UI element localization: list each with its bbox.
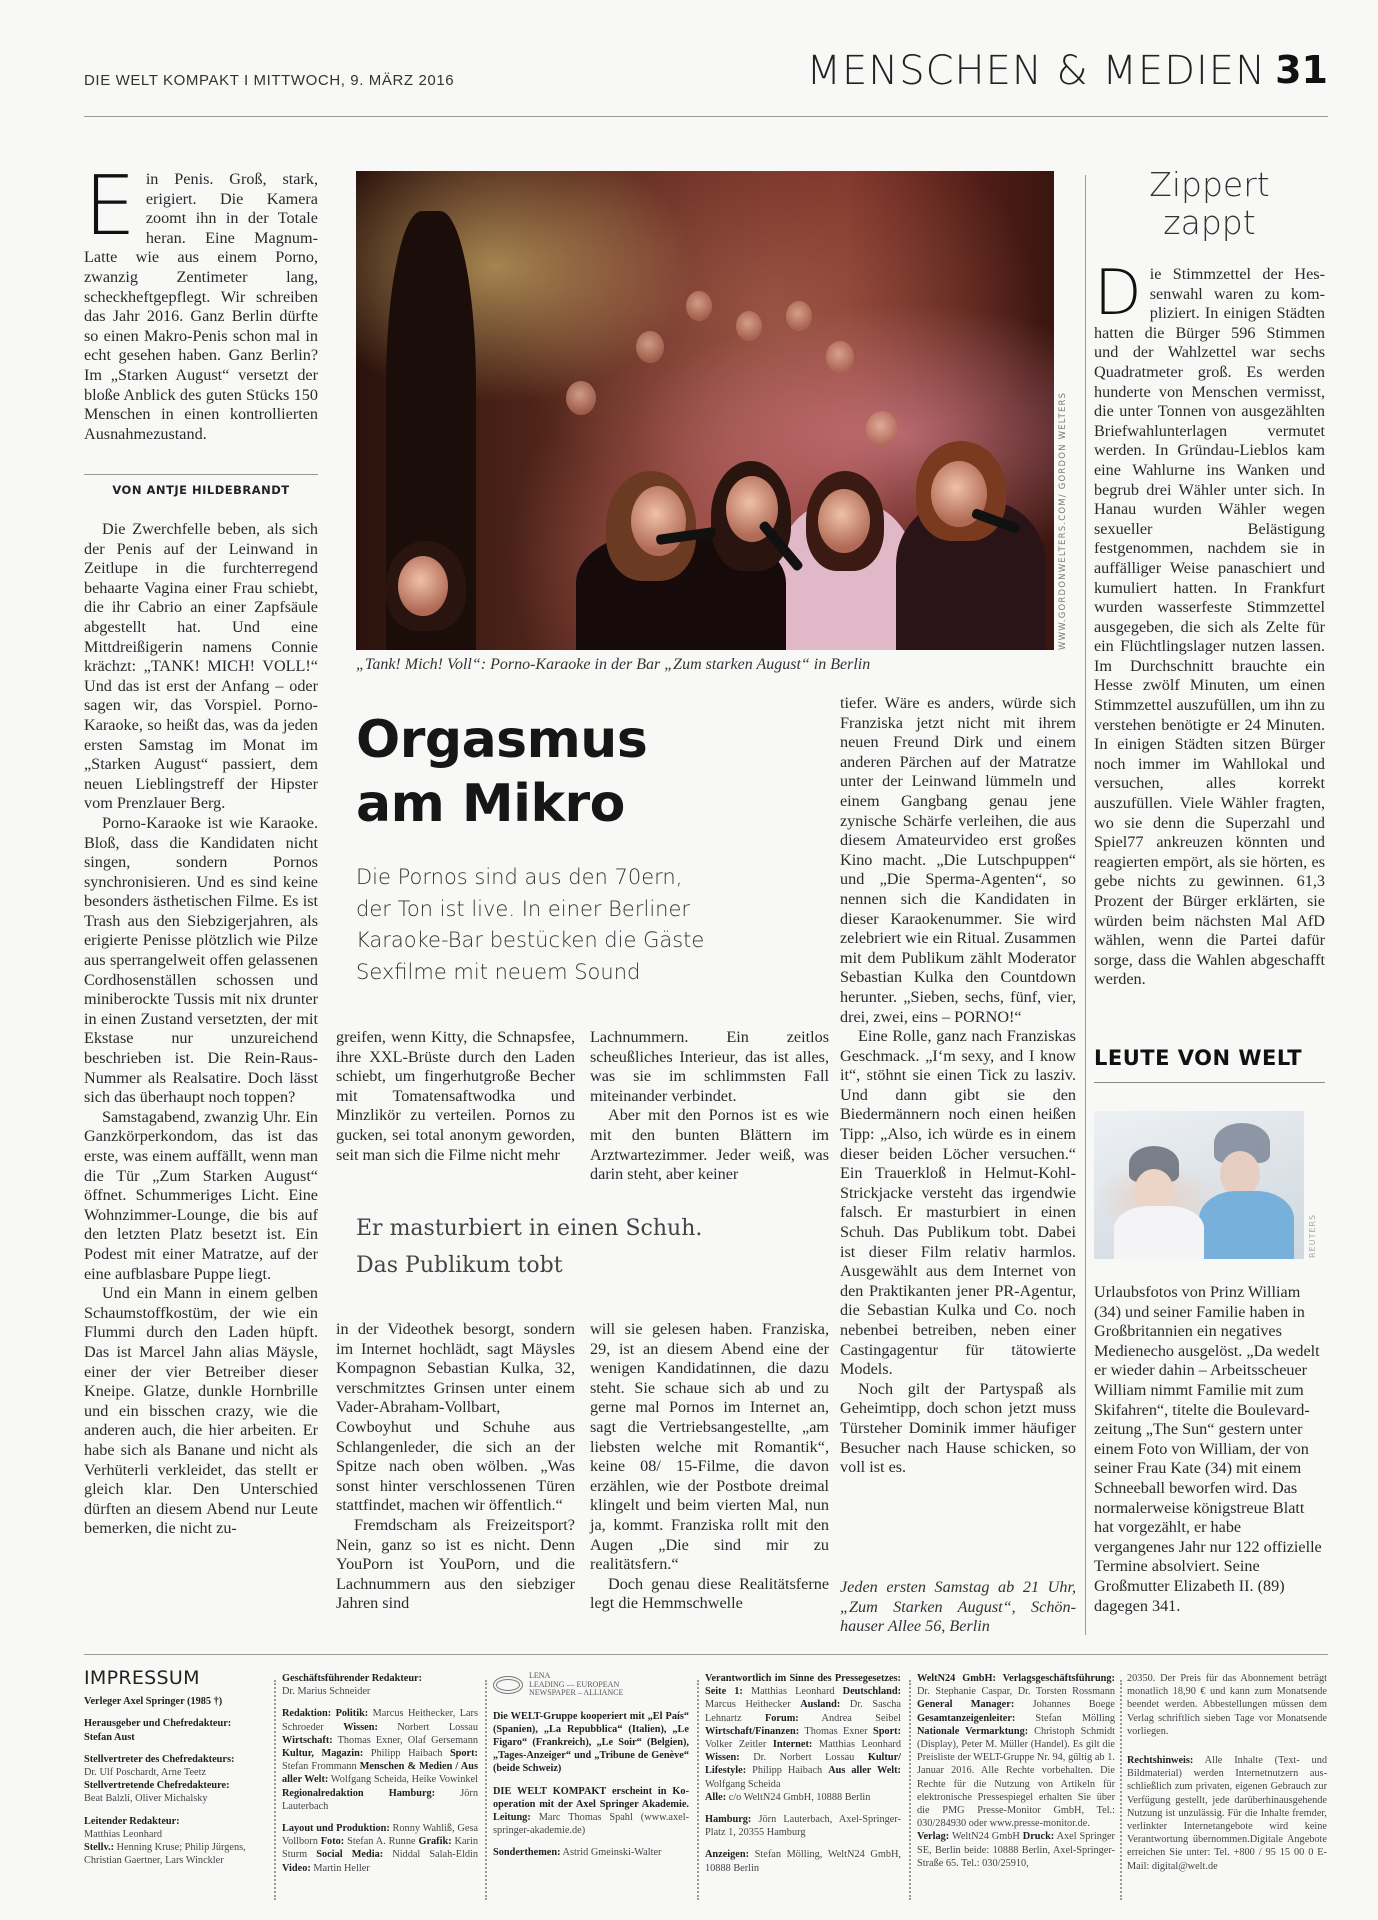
impressum-cooperation: Die WELT-Gruppe kooperiert mit „El País“ (Spanien), „La Repubblica“ (Italien), „Le Figaro“ (Frankreich), „Le Soir“ (Belgien), „Tages-Anzeiger“ und „Tribune de Genève“ (beide Schweiz) [493,1710,689,1775]
impressum-column-1 [84,1667,269,1876]
impressum-price: 20350. Der Preis für das Abonnement beträgt monatlich 18,90 € und kann zum Monatsende beendet werden. Abbestellungen müssen dem Verlag schriftlich sieben Tage vor Monatsende vorliegen. [1127,1673,1327,1737]
pull-quote-line: Das Publikum tobt [356,1253,563,1278]
impressum-anzeigen: Anzeigen: Stefan Mölling, WeltN24 GmbH, 10888 Berlin [705,1849,901,1874]
paragraph: Porno-Karaoke ist wie Karaoke. Bloß, dass die Kandidaten nicht singen, sondern Pornos synchronisieren. Und es sind keine besonders ästhetischen Filme. Es ist Trash aus den Siebzigerjahren, als erigierte Penisse plötzlich wie Pilze aus sperrangelweit offen gelassenen Cordhosenställen schossen und miniberockte Tussis mit nix drunter in einen Zustand versetzten, der mit Ekstase nur unzureichend beschrieben ist. Die Rein-Raus-Nummer als Realsatire. Doch lässt sich das überhaupt noch toppen? [84,813,318,1107]
impressum-kompakt: DIE WELT KOMPAKT erscheint in Kooperation mit der Axel Springer Akademie. Leitung: Marc Thomas Spahl (www.axel-springer-akademie.de) [493,1785,689,1837]
article-column-2-bottom [336,1320,575,1614]
zippert-title-line: Zippert [1149,165,1270,204]
impressum-column-4 [705,1672,901,1884]
article-column-1 [84,520,318,1539]
impressum-verantwortlich: Verantwortlich im Sinne des Pressegesetzes: Seite 1: Matthias Leonhard Deutschland: Marcus Heithecker Ausland: Dr. Sascha Lehnartz Forum: Andrea Seibel Wirtschaft/Finanzen: Thomas Exner Sport: Volker Zeitler Internet: Matthias Leonhard Wissen: Dr. Norbert Lossau Kultur/ Lifestyle: Philipp Haibach Aus aller Welt: Wolfgang Scheida Alle: c/o WeltN24 GmbH, 10888 Berlin [705,1673,901,1803]
paragraph: tiefer. Wäre es anders, würde sich Franziska jetzt nicht mit ihrem neuen Freund Dirk und einem anderen Pärchen auf der Matratze unter der Leinwand lümmeln und einem Gangbang genau jene zynische Schärfe verleihen, die aus diesem Amateurvideo erst großes Kino macht. „Die Lutschpuppen“ und „Die Sperma-Agenten“, so nennen sich die Kandidaten in dieser Karaokenummer. Sie wird zelebriert wie ein Ritual. Zusammen mit dem Publikum zählt Moderator Sebastian Kulka den Countdown herunter. „Sieben, sechs, fünf, vier, drei, zwei, eins – PORNO!“ [840,694,1076,1026]
impressum-divider [485,1680,487,1900]
impressum-divider [697,1680,699,1900]
headline [356,708,816,836]
impressum-verlag: WeltN24 GmbH: Verlagsgeschäftsführung: Dr. Stephanie Caspar, Dr. Torsten Rossmann General Manager: Johannes Boege Gesamtanzeigenleiter: Stefan Mölling Nationale Vermarktung: Christoph Schmidt (Display), Peter M. Müller (Handel). Es gilt die Preisliste der WELT-Gruppe Nr. 94, gültig ab 1. Januar 2016. Alle Rechte vorbehalten. Die Rechte für die Nutzung von Artikeln für elektronische Pressespiegel erhalten Sie über die PMG Presse-Monitor GmbH, Tel.: 030/284930 oder www.presse-monitor.de. Verlag: WeltN24 GmbH Druck: Axel Springer SE, Berlin beide: 10888 Berlin, Axel-Springer-Straße 65. Tel.: 030/25910, [917,1673,1115,1869]
article-intro [84,159,318,444]
intro-text: in Penis. Groß, stark, erigiert. Die Kamera zoomt ihn in der Totale heran. Eine Magnum-Latte wie aus einem Porno, zwanzig Zentimeter lang, scheckheftgepflegt. Wir schreiben das Jahr 2016. Ganz Berlin dürfte so einen Makro-Penis schon mal in echt gesehen haben. Ganz Berlin? Im „Starken August“ versetzt der bloße Anblick des guten Stücks 150 Menschen in einen kontrollierten Ausnahmezustand. [84,170,318,443]
article-photo [356,171,1054,650]
article-column-3-top [590,1028,829,1185]
impressum-title: IMPRESSUM [84,1667,200,1689]
photo-caption: „Tank! Mich! Voll“: Porno-Karaoke in der Bar „Zum starken August“ in Berlin [356,656,871,673]
section-title: MENSCHEN & MEDIEN [806,48,1266,94]
zippert-title [1094,166,1325,242]
impressum-value: Henning Kruse; Philip Jürgens, Christian Gaertner, Lars Winckler [84,1842,246,1867]
paragraph: Eine Rolle, ganz nach Franziskas Geschmack. „I‘m sexy, and I know it“, stöhnt sie einen Tick zu lasziv. Und dann gibt sie den Biedermännern noch einen heißen Tipp: „Also, ich würde es in einem dieser beiden Löcher versuchen.“ Ein Trauerkloß in Helmut-Kohl-Strickjacke versteht das irgendwie falsch. Er masturbiert in einen Schuh. Das Publikum tobt. Dabei ist dieser Film relativ harmlos. Ausgewählt aus dem Internet von den Praktikanten jener PR-Agentur, die Sebastian Kulka und Co. noch nebenbei betreiben, neben einer Castingagentur für tätowierte Models. [840,1027,1076,1379]
page-number: 31 [1275,48,1328,92]
pull-quote [356,1210,806,1284]
impressum-legal: Rechtshinweis: Alle Inhalte (Text- und Bildmaterial) werden Internetnutzern ausschließlich zum privaten, eigenen Gebrauch zur Verfügung gestellt, jede darüberhinausgehende Nutzung ist unzulässig. Für die Inhalte fremder, verlinkter Internetangebote wird keine Verantwortung übernommen.Digitale Angebote erreichen Sie unter: Tel. +800 / 95 15 00 0 E-Mail: digital@welt.de [1127,1755,1327,1872]
column-divider [1085,175,1086,1635]
paragraph: Fremdscham als Freizeitsport? Nein, ganz so ist es nicht. Denn YouPorn ist YouPorn, und die Lachnummern aus den siebziger Jahren sind [336,1515,575,1613]
impressum-sonderthemen: Sonderthemen: Astrid Gmeinski-Walter [493,1847,662,1859]
impressum-hamburg: Hamburg: Jörn Lauterbach, Axel-Springer-Platz 1, 20355 Hamburg [705,1814,901,1839]
leute-photo [1094,1111,1304,1259]
zippert-column [1094,256,1325,990]
impressum-value: Matthias Leonhard [84,1828,163,1840]
impressum-column-3 [493,1672,689,1869]
impressum-label: Stellv.: [84,1842,115,1854]
lena-text-line: NEWSPAPER – ALLIANCE [529,1688,624,1697]
impressum-label: Leitender Redakteur: [84,1815,180,1827]
byline-rule [84,474,318,475]
deck: Die Pornos sind aus den 70ern, der Ton ist live. In einer Berliner Karaoke-Bar bestücken die Gäste Sexfilme mit neuem Sound [356,865,705,984]
paragraph: in der Videothek besorgt, sondern im Internet hochlädt, sagt Mäysles Kompagnon Sebastian Kulka, 32, verschmitztes Grinsen unter einem Vader-Abraham-Vollbart, Cowboyhut und Schuhe aus Schlangenleder, die sich an der Spitze nach oben wölben. „Was sonst hinter verschlossenen Türen stattfindet, machen wir öffentlich.“ [336,1320,575,1515]
paragraph: Und ein Mann in einem gelben Schaumstoffkostüm, der wie ein Flummi durch den Laden hüpft. Das ist Marcel Jahn alias Mäysle, einer der vier Betreiber dieser Kneipe. Glatze, dunkle Hornbrille und ein bisschen crazy, wie die anderen auch, die hier arbeiten. Er habe sich als Banane und nicht als Verhüterli verkleidet, das stellt er gleich klar. Den Unterschied dürften an diesem Abend nur Leute bemerken, die nicht zu- [84,1284,318,1538]
header-rule [84,116,1328,117]
lena-text-line: LENA [529,1671,551,1680]
impressum-label: Stellvertreter des Chefredakteurs: [84,1753,235,1765]
impressum-divider [1120,1680,1122,1900]
paragraph: Doch genau diese Realitätsferne legt die Hemmschwelle [590,1574,829,1613]
drop-cap: E [84,159,136,254]
paragraph: greifen, wenn Kitty, die Schnapsfee, ihre XXL-Brüste durch den Laden schiebt, um fingerhutgroße Becher mit Tomatensaftwodka und Minzlikör zu verteilen. Pornos zu gucken, sei total anonym geworden, seit man sich die Filme nicht mehr [336,1028,575,1164]
impressum-value: Dr. Ulf Poschardt, Arne Teetz [84,1767,207,1779]
headline-line: Orgasmus [356,710,648,770]
paragraph: Aber mit den Pornos ist es wie mit den bunten Blättern im Arztwartezimmer. Jeder weiß, was darin steht, aber keiner [590,1106,829,1184]
impressum-divider [909,1680,911,1900]
impressum-rule [84,1654,1328,1655]
article-column-3-bottom [590,1320,829,1614]
event-info: Jeden ersten Samstag ab 21 Uhr, „Zum Starken August“, Schönhauser Allee 56, Berlin [840,1578,1076,1636]
pull-quote-line: Er masturbiert in einen Schuh. [356,1216,703,1241]
drop-cap: D [1094,256,1142,329]
impressum-value: Stefan Aust [84,1731,135,1743]
paragraph: Samstagabend, zwanzig Uhr. Ein Ganzkörperkondom, das ist das erste, was einem auffällt, wenn man die Tür „Zum Starken August“ öffnet. Schummeriges Licht. Eine Wohnzimmer-Lounge, die bis auf den letzten Platz besetzt ist. Ein Podest mit einer Matratze, auf der eine aufblasbare Puppe liegt. [84,1107,318,1283]
impressum-redaktion: Redaktion: Politik: Marcus Heithecker, Lars Schroeder Wissen: Norbert Lossau Wirtschaft: Thomas Exner, Olaf Gersemann Kultur, Magazin: Philipp Haibach Sport: Stefan Frommann Menschen & Medien / Aus aller Welt: Wolfgang Scheida, Heike Vowinkel Regionalredaktion Hamburg: Jörn Lauterbach [282,1708,478,1812]
lena-rings-icon [493,1676,523,1694]
impressum-divider [274,1680,276,1900]
impressum-label: Verleger Axel Springer (1985 †) [84,1696,223,1708]
article-column-4 [840,694,1076,1478]
zippert-text: ie Stimmzettel der Hessenwahl waren zu kompliziert. In einigen Städten hatten die Bürger 596 Stimmen und der Wahlzettel war sechs Quadratmeter groß. Es werden hunderte von Menschen vermisst, die unter Tonnen von ausgezählten Briefwahlunterlagen vermutet werden. In Gründau-Lieblos kam eine Wahlurne ins Wanken und begrub drei Wähler unter sich. In Hanau wurden Wähler wegen sexueller Belästigung festgenommen, nachdem sie in auffälliger Weise panaschiert und kumuliert hatten. In Frankfurt wurden wasserfeste Stimmzettel ausgegeben, die sich als Zelte für ein Flüchtlingslager nutzen lassen. Im Durchschnitt brauchte ein Hesse zwölf Minuten, um einen Stimmzettel auszufüllen, um ihn zu verstehen benötigte er 24 Minuten. In einigen Städten sitzen Bürger noch immer im Wahllokal und versuchen, alles korrekt auszufüllen. Viele Wähler fragten, wo sie denn die Superzahl und Spiel77 ankreuzen könnten und reagierten empört, als sie hörten, es gebe nichts zu gewinnen. 61,3 Prozent der Bürger erklärten, sie würden beim nächsten Mal AfD wählen, wenn die Partei dafür sorge, dass die Wahlen abgeschafft werden. [1094,265,1325,989]
leute-von-welt-title: LEUTE VON WELT [1094,1046,1303,1070]
paragraph: will sie gelesen haben. Franziska, 29, ist an diesem Abend eine der wenigen Kandidatinnen, die dazu steht. Sie schaue sich ab und zu gerne mal Pornos im Internet an, sagt die Vertriebsangestellte, „am liebsten welche mit Romantik“, keine 08/ 15-Filme, die davon erzählen, wie der Postbote dreimal klingelt und beim vierten Mal, nun ja, kommt. Franziska rollt mit den Augen „Die sind mir zu realitätsfern.“ [590,1320,829,1574]
photo-credit: WWW.GORDONWELTERS.COM/ GORDON WELTERS [1058,391,1068,650]
masthead: DIE WELT KOMPAKT I MITTWOCH, 9. MÄRZ 2016 [84,72,455,89]
paragraph: Lachnummern. Ein zeitlos scheußliches Interieur, das ist alles, was sie im schlimmsten Fall miteinander verbindet. [590,1028,829,1105]
lena-text-line: LEADING — EUROPEAN [529,1679,620,1689]
leute-photo-credit: REUTERS [1308,1213,1317,1258]
leute-text: Urlaubsfotos von Prinz William (34) und seiner Familie haben in Großbritannien ein negatives Medienecho ausgelöst. „Da wedelt er wieder dahin – Arbeitsscheuer William nimmt Familie mit zum Skifahren“, titelte die Boulevardzeitung „The Sun“ gestern unter einem Foto von William, der von seiner Frau Kate (34) mit einem Schneeball beworfen wird. Das normalerweise königstreue Blatt hat vorgezählt, er habe vergangenes Jahr nur 122 offizielle Termine absolviert. Seine Großmutter Elizabeth II. (89) dagegen 341. [1094,1283,1322,1615]
paragraph: Noch gilt der Partyspaß als Geheimtipp, doch schon jetzt muss Türsteher Dominik immer häufiger Besucher nach Hause schicken, so voll ist es. [840,1379,1076,1477]
impressum-column-6 [1127,1672,1327,1882]
byline: VON ANTJE HILDEBRANDT [112,483,290,497]
impressum-layout: Layout und Produktion: Ronny Wahliß, Gesa Vollborn Foto: Stefan A. Runne Grafik: Karin Sturm Social Media: Niddal Salah-Eldin Video: Martin Heller [282,1823,478,1874]
headline-line: am Mikro [356,774,625,834]
impressum-label: Stellvertretende Chefredakteure: [84,1780,230,1792]
lena-logo [493,1672,689,1698]
article-column-2-top [336,1028,575,1165]
impressum-label: Geschäftsführender Redakteur: [282,1673,423,1684]
impressum-value: Dr. Marius Schneider [282,1686,371,1698]
impressum-label: Herausgeber und Chefredakteur: [84,1718,232,1730]
impressum-value: Beat Balzli, Oliver Michalsky [84,1793,208,1805]
leute-rule [1094,1082,1325,1083]
impressum-column-2 [282,1672,478,1884]
impressum-column-5 [917,1672,1115,1879]
paragraph: Die Zwerchfelle beben, als sich der Penis auf der Leinwand in Zeitlupe in die furchterregend behaarte Vagina einer Frau schiebt, die ihr Cabrio an einer Zapfsäule abgestellt hat. Und eine Mittdreißigerin namens Connie krächzt: „TANK! MICH! VOLL!“ Und das ist erst der Anfang – oder sagen wir, das Vorspiel. Porno-Karaoke, so heißt das, was da jeden ersten Samstag im Monat im „Starken August“ passiert, dem neuen Lieblingstreff der Hipster vom Prenzlauer Berg. [84,520,318,813]
zippert-title-line: zappt [1163,203,1256,242]
